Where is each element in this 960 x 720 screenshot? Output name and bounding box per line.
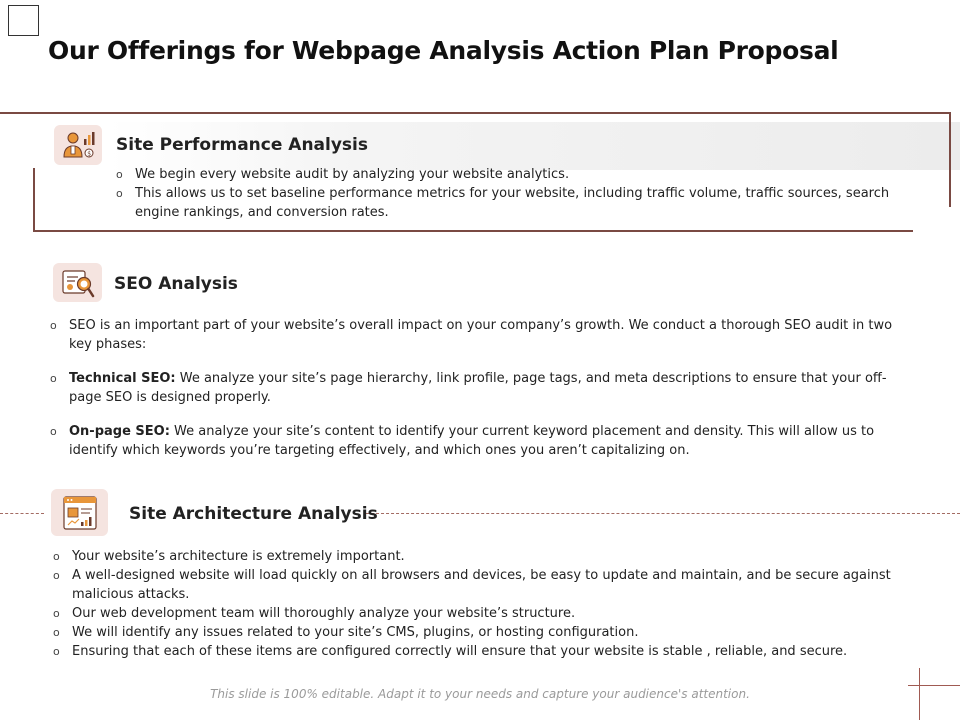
footer-note: This slide is 100% editable. Adapt it to your needs and capture your audience's attention. [210,687,750,701]
dashed-divider [366,513,960,514]
analyst-icon [54,125,102,165]
svg-text:$: $ [87,150,92,158]
seo-search-icon [53,263,102,302]
list-item: o Your website’s architecture is extremely important. [53,549,405,564]
performance-bullet-list [116,165,906,222]
section-title-architecture: Site Architecture Analysis [129,504,378,524]
crop-mark [919,668,920,720]
list-item: o We begin every website audit by analyzing your website analytics. [116,167,570,182]
crop-mark [908,685,960,686]
placeholder-box [8,5,39,36]
list-item: o This allows us to set baseline performance metrics for your website, including traffic volume, traffic sources, search engine rankings, and conversion rates. [116,186,890,220]
architecture-bullet-list [53,547,903,661]
divider-line [33,168,35,232]
website-chart-icon [51,489,108,536]
list-item: o SEO is an important part of your website’s overall impact on your company’s growth. We conduct a thorough SEO audit in two key phases: [50,318,893,352]
list-item: o Ensuring that each of these items are configured correctly will ensure that your website is stable , reliable, and secure. [53,644,848,659]
page-title: Our Offerings for Webpage Analysis Action Plan Proposal [48,36,839,65]
list-item: o Technical SEO: We analyze your site’s page hierarchy, link profile, page tags, and meta descriptions to ensure that your off-page SEO is designed properly. [50,371,887,405]
divider-line [33,230,913,232]
list-item: o A well-designed website will load quickly on all browsers and devices, be easy to update and maintain, and be secure against malicious attacks. [53,568,891,602]
dashed-divider [0,513,44,514]
list-item: o We will identify any issues related to your site’s CMS, plugins, or hosting configuration. [53,625,639,640]
seo-bullet-list [50,316,900,475]
list-item: o On-page SEO: We analyze your site’s content to identify your current keyword placement and density. This will allow us to identify which keywords you’re targeting effectively, and which ones you aren’t capitalizing on. [50,424,875,458]
section-title-performance: Site Performance Analysis [116,135,368,155]
list-item: o Our web development team will thoroughly analyze your website’s structure. [53,606,576,621]
divider-line [0,112,951,114]
section-title-seo: SEO Analysis [114,274,238,294]
divider-line [949,112,951,207]
